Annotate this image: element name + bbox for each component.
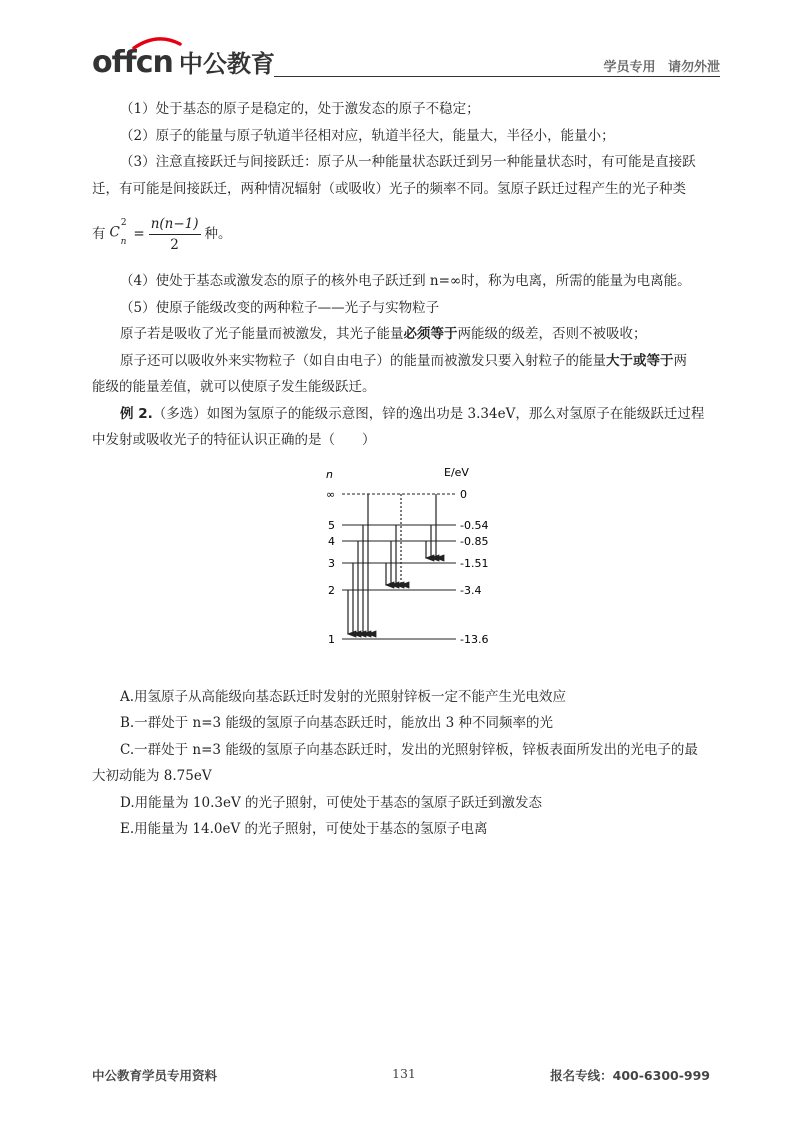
level-e-3: -1.51 bbox=[460, 557, 489, 570]
paragraph-6: 原子若是吸收了光子能量而被激发，其光子能量必须等于两能级的级差，否则不被吸收； bbox=[120, 326, 647, 342]
level-n-inf: ∞ bbox=[326, 488, 336, 501]
transitions-to-2 bbox=[386, 494, 401, 585]
header-notice: 学员专用 请勿外泄 bbox=[603, 60, 720, 75]
energy-level-diagram bbox=[322, 462, 512, 652]
option-e: E.用能量为 14.0eV 的光子照射，可使处于基态的氢原子电离 bbox=[120, 821, 488, 837]
paragraph-3a: （3）注意直接跃迁与间接跃迁：原子从一种能量状态跃迁到另一种能量状态时，有可能是直接跃 bbox=[120, 154, 696, 170]
paragraph-2: （2）原子的能量与原子轨道半径相对应，轨道半径大，能量大，半径小，能量小； bbox=[120, 127, 615, 144]
paragraph-1: （1）处于基态的原子是稳定的，处于激发态的原子不稳定； bbox=[120, 101, 480, 117]
level-n-1: 1 bbox=[328, 633, 335, 646]
axis-n-label: n bbox=[326, 468, 333, 481]
paragraph-5: （5）使原子能级改变的两种粒子——光子与实物粒子 bbox=[120, 299, 440, 316]
paragraph-7b: 能级的能量差值，就可以使原子发生能级跃迁。 bbox=[92, 379, 376, 395]
formula-fraction bbox=[149, 214, 201, 255]
level-e-5: -0.54 bbox=[460, 519, 489, 532]
level-n-4: 4 bbox=[328, 535, 335, 548]
logo-english: offcn bbox=[92, 45, 173, 80]
page-number: 131 bbox=[392, 1066, 416, 1081]
example-text-b: 中发射或吸收光子的特征认识正确的是（ ） bbox=[92, 432, 376, 448]
level-e-inf: 0 bbox=[460, 488, 467, 501]
header-divider bbox=[274, 76, 720, 77]
level-n-3: 3 bbox=[328, 557, 335, 570]
offcn-logo bbox=[92, 40, 275, 80]
example-label: 例 2. bbox=[120, 405, 153, 422]
footer-hotline: 报名专线：400-6300-999 bbox=[550, 1068, 710, 1083]
option-b: B.一群处于 n=3 能级的氢原子向基态跃迁时，能放出 3 种不同频率的光 bbox=[120, 715, 554, 731]
level-e-2: -3.4 bbox=[460, 584, 482, 597]
level-n-2: 2 bbox=[328, 584, 335, 597]
formula-combination: $C^2_n$ bbox=[109, 218, 127, 248]
option-c-line1: C.一群处于 n=3 能级的氢原子向基态跃迁时，发出的光照射锌板，锌板表面所发出的光电子的最 bbox=[120, 741, 698, 758]
formula-equals: = bbox=[133, 225, 145, 242]
page-header bbox=[92, 40, 720, 86]
page-footer bbox=[92, 1066, 710, 1086]
formula-numerator: n(n−1) bbox=[149, 214, 201, 235]
transitions-to-1 bbox=[348, 494, 368, 634]
logo-chinese: 中公教育 bbox=[178, 50, 275, 78]
option-c-line2: 大初动能为 8.75eV bbox=[92, 768, 212, 784]
footer-label: 中公教育学员专用资料 bbox=[92, 1068, 218, 1083]
option-a: A.用氢原子从高能级向基态跃迁时发射的光照射锌板一定不能产生光电效应 bbox=[120, 688, 567, 705]
paragraph-7a: 原子还可以吸收外来实物粒子（如自由电子）的能量而被激发只要入射粒子的能量大于或等于两 bbox=[120, 352, 687, 369]
transitions-to-3 bbox=[426, 494, 436, 558]
formula-suffix: 种。 bbox=[204, 225, 232, 242]
paragraph-4: （4）使处于基态或激发态的原子的核外电子跃迁到 n=∞时，称为电离，所需的能量为电离能。 bbox=[120, 273, 691, 289]
example-heading: 例 2.（多选）如图为氢原子的能级示意图，锌的逸出功是 3.34eV，那么对氢原子在能级跃迁过程 bbox=[120, 405, 705, 422]
axis-e-label: E/eV bbox=[444, 466, 469, 479]
level-n-5: 5 bbox=[328, 519, 335, 532]
level-e-4: -0.85 bbox=[460, 535, 489, 548]
level-e-1: -13.6 bbox=[460, 633, 489, 646]
option-d: D.用能量为 10.3eV 的光子照射，可使处于基态的氢原子跃迁到激发态 bbox=[120, 794, 543, 811]
combination-formula bbox=[92, 204, 710, 264]
formula-denominator: 2 bbox=[170, 236, 179, 253]
formula-prefix: 有 bbox=[92, 225, 106, 242]
paragraph-3b: 迁，有可能是间接跃迁，两种情况辐射（或吸收）光子的频率不同。氢原子跃迁过程产生的光子种类 bbox=[92, 180, 686, 197]
logo-arc-icon bbox=[132, 36, 182, 50]
